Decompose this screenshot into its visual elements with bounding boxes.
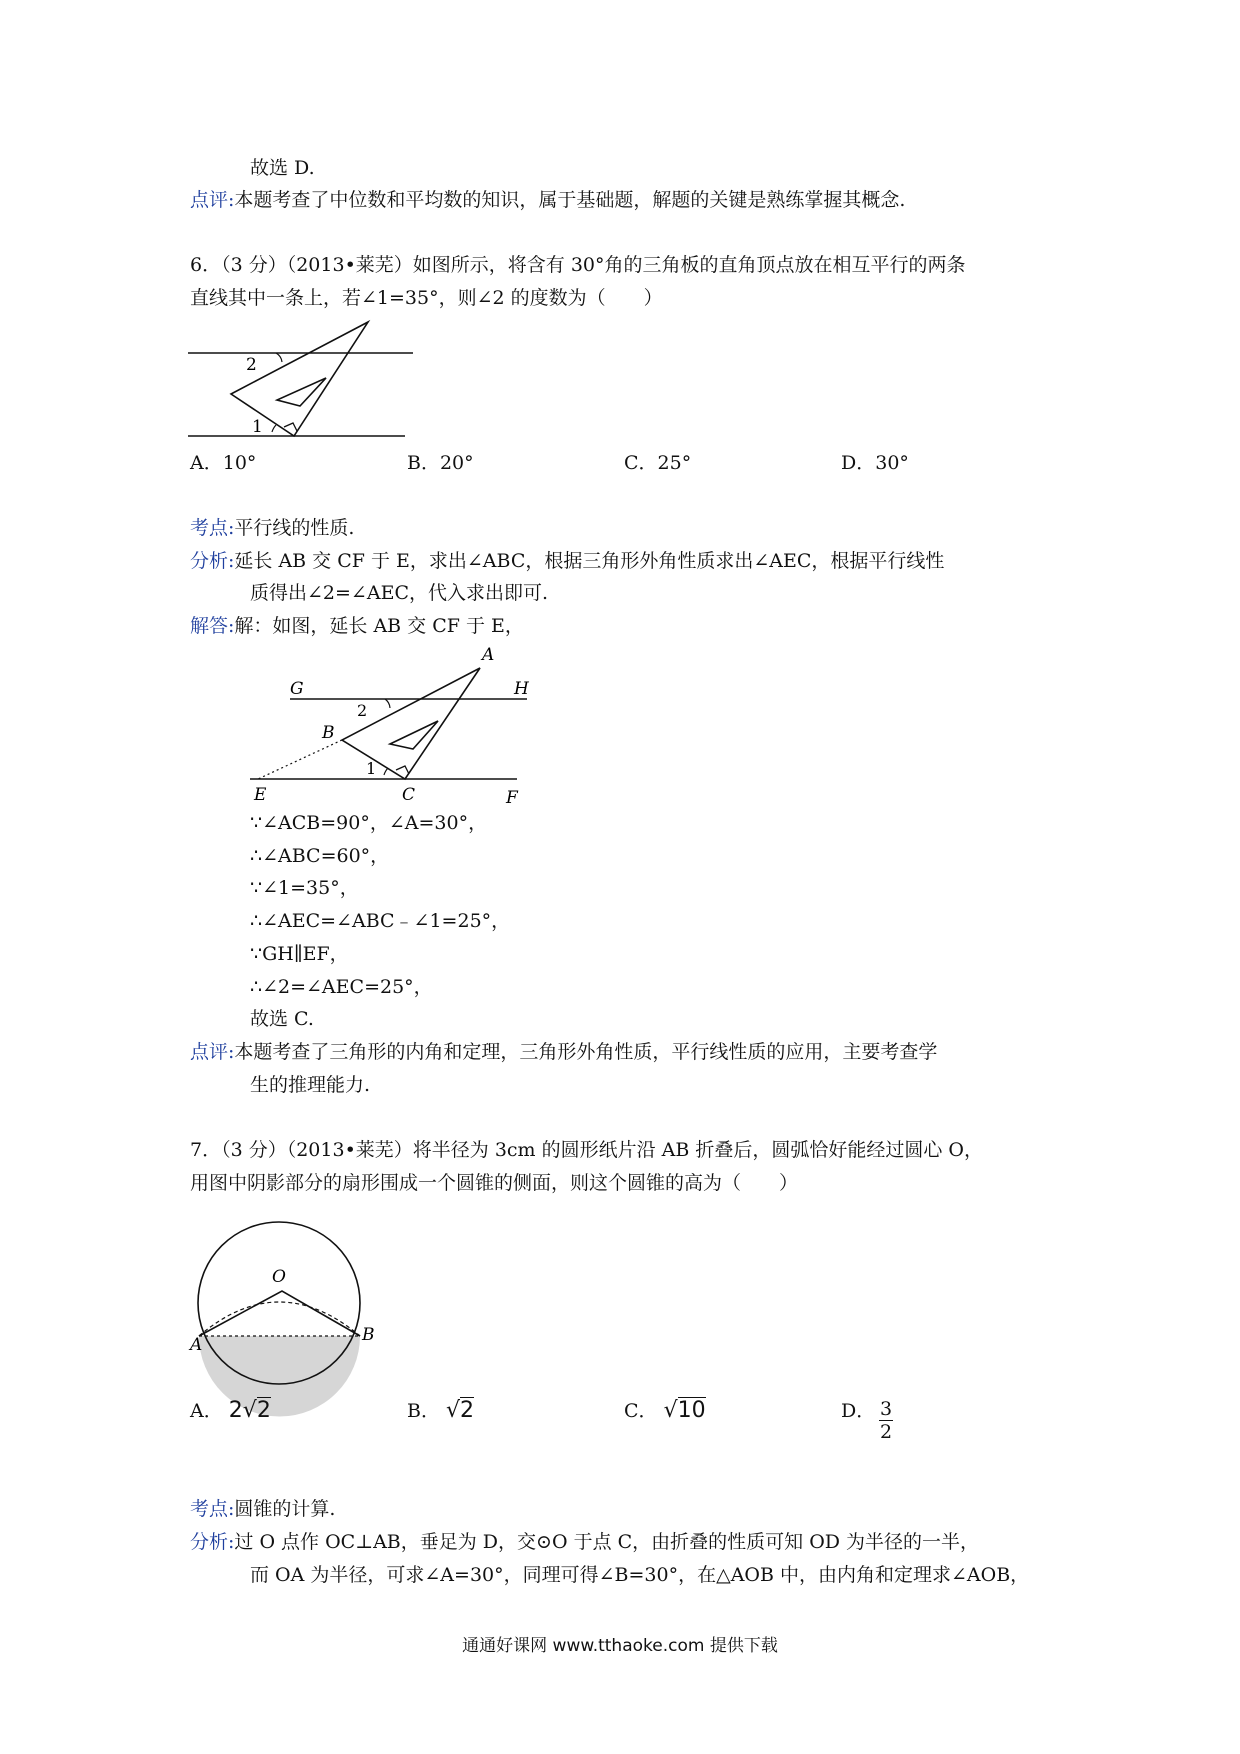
option-value: 10° — [222, 452, 257, 474]
option-value: 20° — [439, 452, 474, 474]
q7-option-d-fraction — [879, 1398, 893, 1443]
label-b: B — [362, 1325, 375, 1345]
fenxi-tag: 分析: — [190, 1531, 235, 1553]
q5-comment — [190, 187, 905, 213]
denominator: 2 — [879, 1421, 893, 1443]
q7-kaodian — [190, 1496, 335, 1522]
coefficient: 2 — [228, 1398, 243, 1423]
label-a: A — [190, 1335, 203, 1355]
kaodian-tag: 考点: — [190, 1498, 235, 1520]
label-g: G — [290, 679, 304, 699]
q6-figure — [180, 290, 440, 450]
q6-angle1-label: 1 — [252, 417, 263, 437]
numerator: 3 — [879, 1398, 893, 1420]
q6-step: ∴∠2=∠AEC=25°， — [250, 976, 433, 998]
fenxi-tag: 分析: — [190, 550, 235, 572]
q6-solution-figure — [240, 640, 540, 810]
q7-stem-line2: 用图中阴影部分的扇形围成一个圆锥的侧面，则这个圆锥的高为（ ） — [190, 1172, 799, 1194]
q6-option-b — [407, 450, 474, 476]
label-e: E — [254, 785, 267, 805]
option-letter: C． — [624, 1400, 658, 1422]
q7-option-a — [190, 1398, 271, 1424]
label-c: C — [402, 785, 416, 805]
label-f: F — [506, 788, 518, 808]
q5-answer: 故选 D. — [250, 157, 315, 179]
label-b: B — [322, 723, 335, 743]
q6-step: ∴∠AEC=∠ABC﹣∠1=25°， — [250, 910, 511, 932]
option-value: 25° — [657, 452, 692, 474]
option-letter: D． — [841, 1400, 876, 1422]
q6-step: ∴∠ABC=60°， — [250, 845, 390, 867]
option-letter: A． — [190, 1400, 223, 1422]
q7-option-c — [624, 1398, 706, 1424]
comment-tag: 点评: — [190, 189, 235, 211]
comment-tag: 点评: — [190, 1041, 235, 1063]
fenxi-text: 过 O 点作 OC⊥AB，垂足为 D，交⊙O 于点 C，由折叠的性质可知 OD 为半径的一半， — [234, 1531, 980, 1553]
q6-option-c — [624, 450, 691, 476]
option-value — [664, 1397, 706, 1423]
comment-text: 本题考查了三角形的内角和定理，三角形外角性质，平行线性质的应用，主要考查学 — [234, 1041, 938, 1063]
page-footer: 通通好课网 www.tthaoke.com 提供下载 — [462, 1636, 778, 1656]
label-angle1: 1 — [366, 759, 377, 778]
option-value: 30° — [875, 452, 909, 474]
q6-fenxi-line2: 质得出∠2=∠AEC，代入求出即可. — [250, 582, 549, 604]
q6-step: ∵∠ACB=90°，∠A=30°， — [250, 812, 488, 834]
q6-jieda — [190, 613, 524, 639]
option-value — [229, 1397, 271, 1423]
q6-angle2-label: 2 — [246, 355, 257, 375]
q6-stem-line2: 直线其中一条上，若∠1=35°，则∠2 的度数为（ ） — [190, 287, 663, 309]
q6-option-a — [190, 450, 256, 476]
option-letter: A． — [190, 452, 223, 474]
jieda-text: 解：如图，延长 AB 交 CF 于 E， — [234, 615, 524, 637]
q7-stem-line1: 7．（3 分）（2013•莱芜）将半径为 3cm 的圆形纸片沿 AB 折叠后，圆弧恰好能经过圆心 O， — [190, 1139, 983, 1161]
option-value — [446, 1397, 474, 1423]
q7-fenxi-line2: 而 OA 为半径，可求∠A=30°，同理可得∠B=30°，在△AOB 中，由内角和定理求∠AOB， — [250, 1564, 1030, 1586]
label-o: O — [272, 1267, 286, 1287]
kaodian-text: 平行线的性质. — [234, 517, 355, 539]
q7-option-b — [407, 1398, 474, 1424]
kaodian-tag: 考点: — [190, 517, 235, 539]
label-h: H — [514, 679, 529, 699]
sqrt-symbol: √ — [663, 1398, 678, 1423]
q6-kaodian — [190, 515, 354, 541]
q6-stem-line1: 6．（3 分）（2013•莱芜）如图所示，将含有 30°角的三角板的直角顶点放在相互平行的两条 — [190, 254, 966, 276]
radicand: 2 — [256, 1398, 271, 1423]
comment-text: 本题考查了中位数和平均数的知识，属于基础题，解题的关键是熟练掌握其概念. — [234, 189, 906, 211]
radicand: 10 — [677, 1398, 706, 1423]
fenxi-text: 延长 AB 交 CF 于 E，求出∠ABC，根据三角形外角性质求出∠AEC，根据平行线性 — [234, 550, 945, 572]
q6-step: ∵GH∥EF， — [250, 943, 349, 965]
q7-figure — [190, 1210, 380, 1385]
q7-option-d — [841, 1398, 875, 1424]
q6-comment-line1 — [190, 1039, 937, 1065]
q6-step: ∵∠1=35°， — [250, 877, 359, 899]
sqrt-symbol: √ — [446, 1398, 461, 1423]
option-letter: D． — [841, 452, 876, 474]
label-angle2: 2 — [357, 701, 368, 720]
option-letter: C． — [624, 452, 658, 474]
q6-option-d — [841, 450, 909, 476]
sqrt-symbol: √ — [242, 1398, 257, 1423]
radicand: 2 — [460, 1398, 475, 1423]
option-letter: B． — [407, 452, 440, 474]
label-a: A — [482, 645, 495, 665]
option-letter: B． — [407, 1400, 440, 1422]
q6-comment-line2: 生的推理能力. — [250, 1074, 371, 1096]
q6-step: 故选 C. — [250, 1008, 314, 1030]
kaodian-text: 圆锥的计算. — [234, 1498, 336, 1520]
jieda-tag: 解答: — [190, 615, 235, 637]
q6-fenxi-line1 — [190, 548, 944, 574]
q7-fenxi-line1 — [190, 1529, 979, 1555]
